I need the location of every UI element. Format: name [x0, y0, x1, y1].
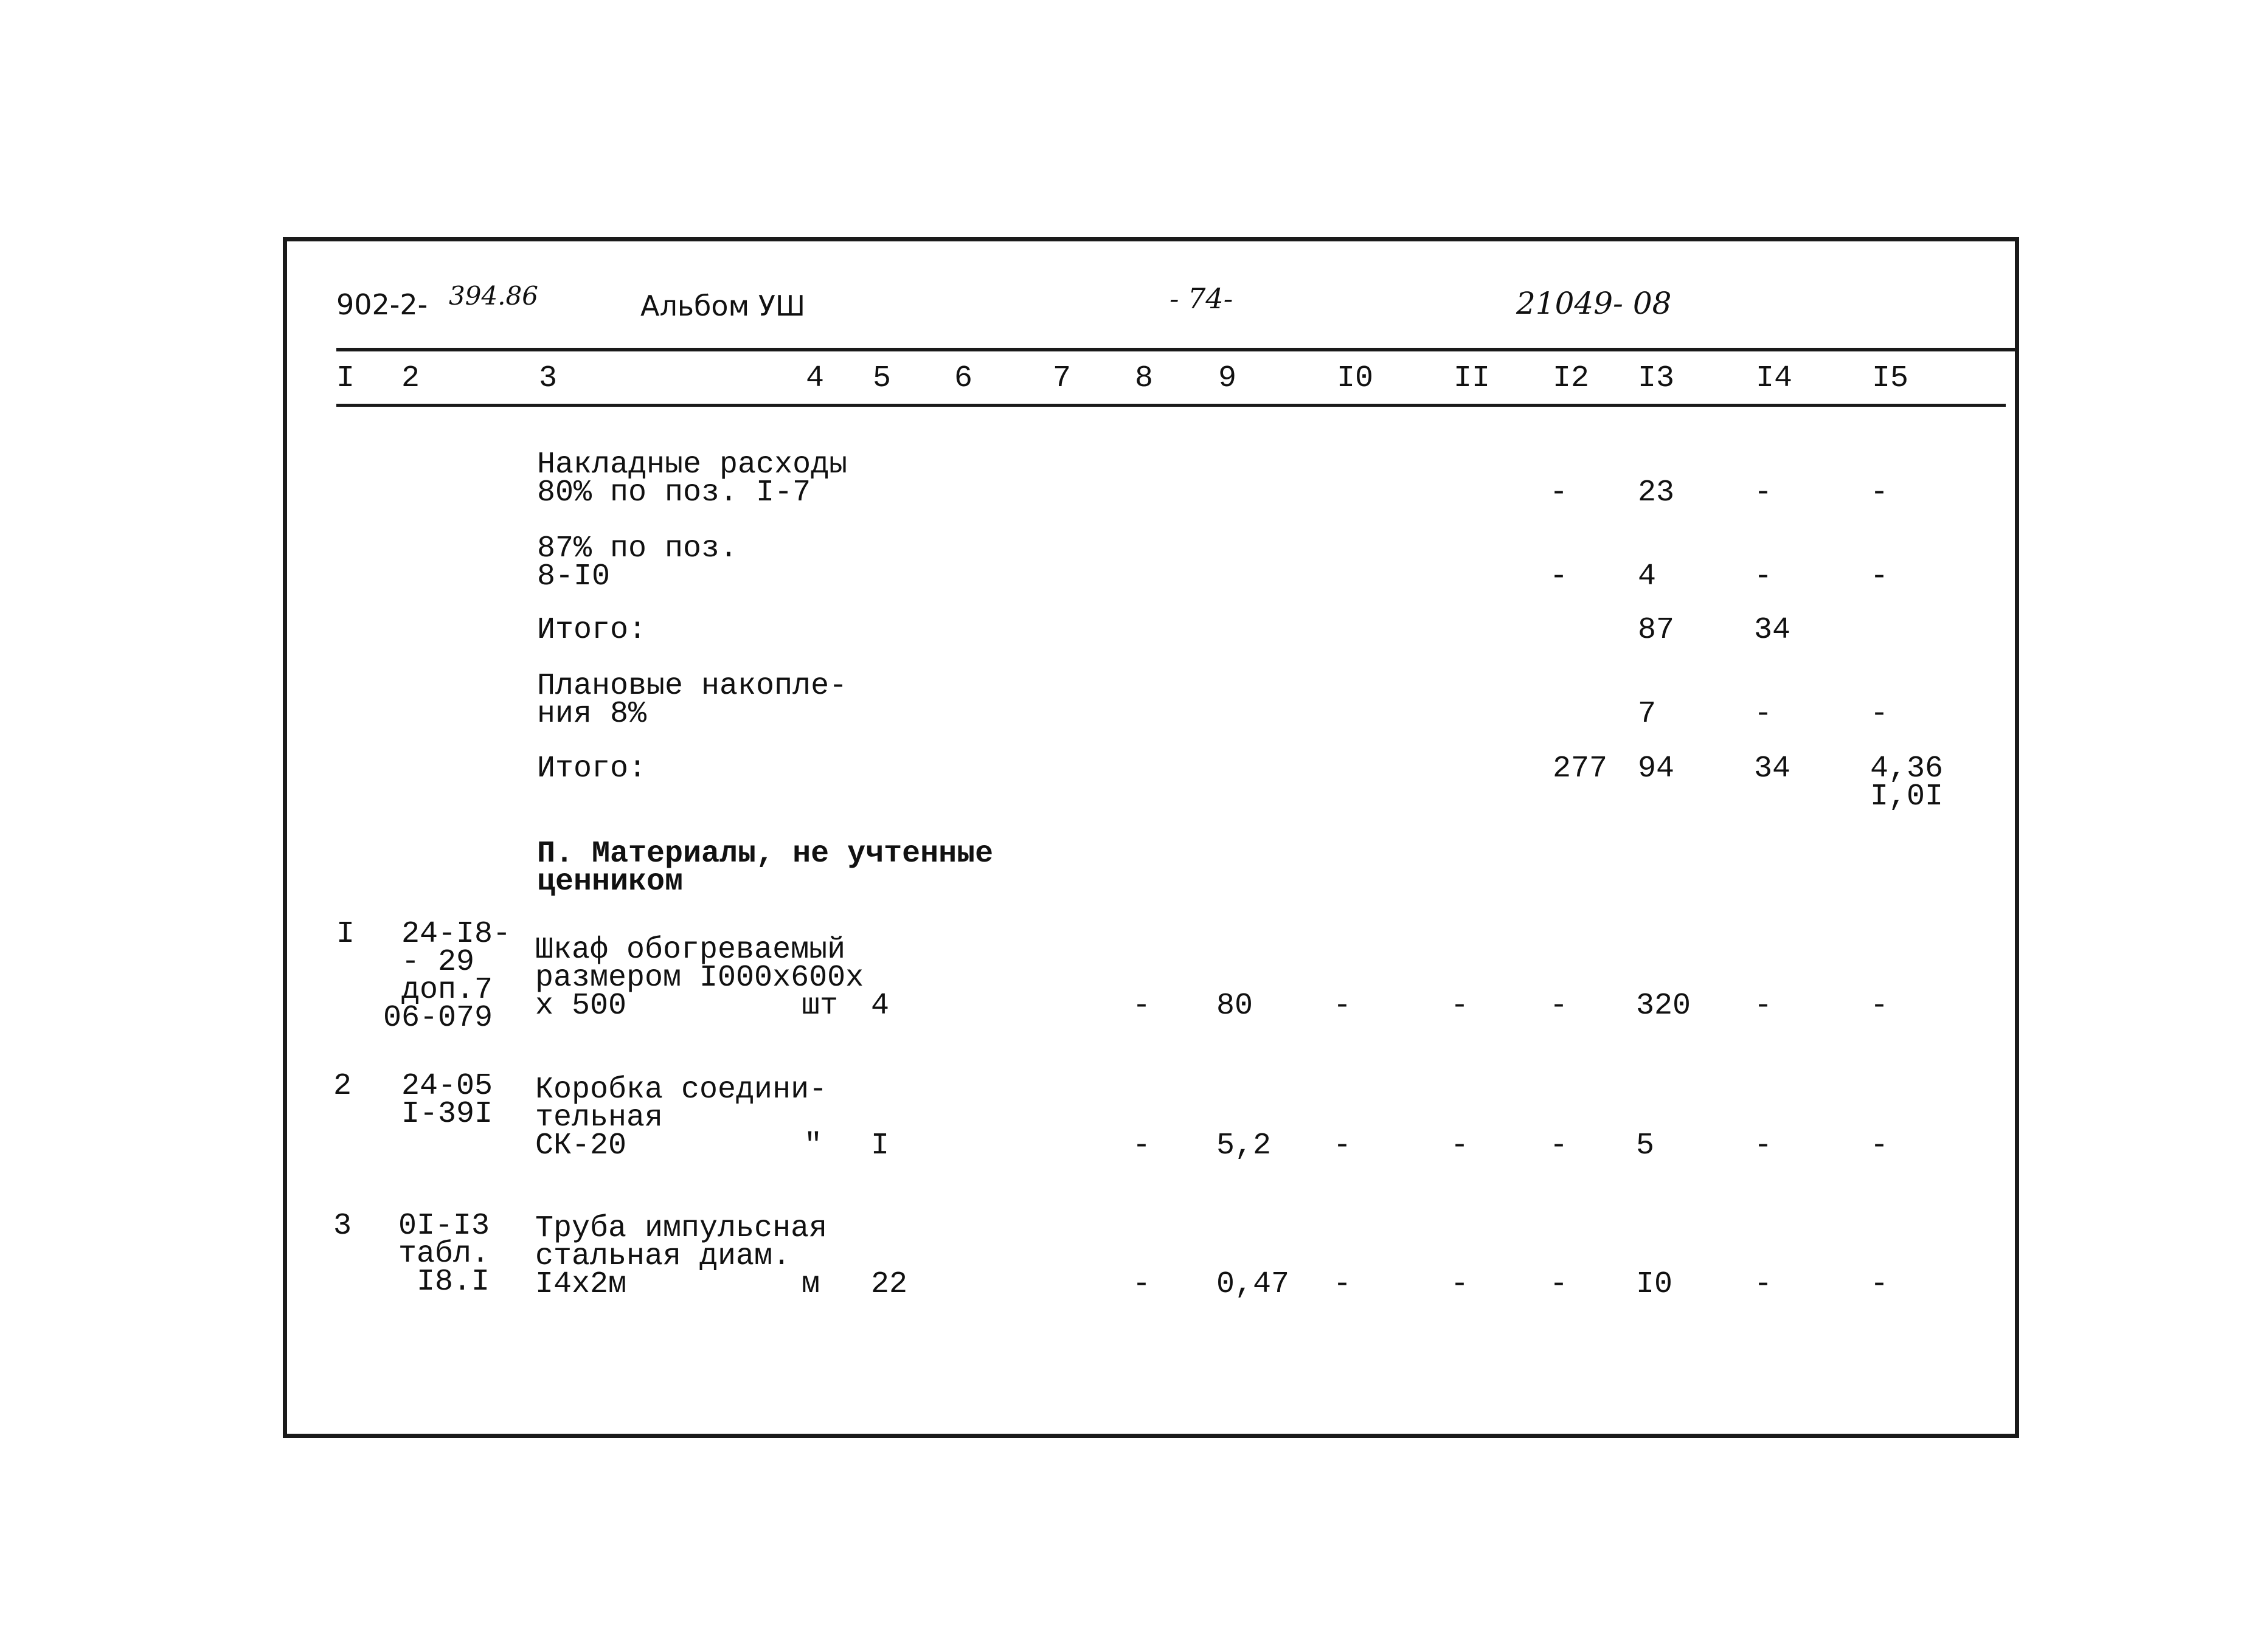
planned-c15: - [1870, 697, 1889, 731]
item2-c14: - [1754, 1128, 1773, 1163]
item1-c12: - [1550, 989, 1568, 1023]
item3-c12: - [1550, 1267, 1568, 1302]
item3-name-line2: стальная диам. [535, 1239, 791, 1274]
column-header-14: I4 [1756, 361, 1793, 396]
item2-number: 2 [333, 1069, 352, 1104]
total1-label: Итого: [537, 613, 647, 648]
item2-unit: " [804, 1128, 823, 1163]
column-header-2: 2 [401, 361, 420, 396]
item2-code-line2: I-39I [401, 1097, 493, 1132]
item2-name-line3: СК-20 [535, 1128, 627, 1163]
item2-c11: - [1450, 1128, 1469, 1163]
column-header-8: 8 [1135, 361, 1154, 396]
item1-c13: 320 [1636, 989, 1691, 1023]
overheads-row1-text: 80% по поз. I-7 [537, 475, 811, 510]
item2-price: 5,2 [1216, 1128, 1272, 1163]
item2-c10: - [1333, 1128, 1352, 1163]
item1-name-line3: x 500 [535, 989, 627, 1023]
item2-c8: - [1132, 1128, 1151, 1163]
item3-c8: - [1132, 1267, 1151, 1302]
item1-name-line2: размером I000x600x [535, 961, 864, 995]
item3-c14: - [1754, 1267, 1773, 1302]
item3-code-line1: 0I-I3 [398, 1209, 490, 1243]
column-header-12: I2 [1553, 361, 1590, 396]
item1-c15: - [1870, 989, 1889, 1023]
total2-c15a: 4,36 [1870, 752, 1944, 786]
album-label: Альбом УШ [640, 289, 806, 322]
item3-name-line1: Труба импульсная [535, 1211, 828, 1246]
section2-title-cont: ценником [537, 865, 684, 899]
item2-c15: - [1870, 1128, 1889, 1163]
overheads-row2-c14: - [1754, 559, 1773, 594]
item1-code-line2: - 29 [401, 945, 475, 980]
item1-code-line1: 24-I8- [401, 917, 511, 952]
overheads-row1-c12: - [1550, 475, 1568, 510]
column-header-10: I0 [1337, 361, 1374, 396]
item2-qty: I [871, 1128, 890, 1163]
item2-code-line1: 24-05 [401, 1069, 493, 1104]
item1-c8: - [1132, 989, 1151, 1023]
overheads-row2-text2: 8-I0 [537, 559, 611, 594]
overheads-row2-c12: - [1550, 559, 1568, 594]
column-header-1: I [336, 361, 355, 396]
item3-c10: - [1333, 1267, 1352, 1302]
total2-c13: 94 [1638, 752, 1675, 786]
item1-code-line4: 06-079 [383, 1001, 493, 1035]
item1-code-line3: доп.7 [401, 973, 493, 1007]
column-header-11: II [1454, 361, 1491, 396]
item3-c13: I0 [1636, 1267, 1673, 1302]
total1-c14: 34 [1754, 613, 1791, 648]
total2-c14: 34 [1754, 752, 1791, 786]
planned-line1: Плановые накопле- [537, 669, 848, 703]
item3-price: 0,47 [1216, 1267, 1290, 1302]
item2-c12: - [1550, 1128, 1568, 1163]
column-header-3: 3 [539, 361, 558, 396]
column-header-7: 7 [1053, 361, 1072, 396]
item1-c14: - [1754, 989, 1773, 1023]
total2-c15b: I,0I [1870, 779, 1944, 814]
item3-code-line2: табл. [398, 1237, 490, 1271]
column-header-5: 5 [873, 361, 892, 396]
column-header-6: 6 [954, 361, 973, 396]
document-code-handwritten: 394.86 [449, 281, 538, 311]
item3-qty: 22 [871, 1267, 908, 1302]
overheads-row1-c14: - [1754, 475, 1773, 510]
item3-c15: - [1870, 1267, 1889, 1302]
column-header-4: 4 [806, 361, 825, 396]
item1-c11: - [1450, 989, 1469, 1023]
item1-qty: 4 [871, 989, 890, 1023]
planned-c14: - [1754, 697, 1773, 731]
item1-number: I [336, 917, 355, 952]
item3-number: 3 [333, 1209, 352, 1243]
section2-title: П. Материалы, не учтенные [537, 837, 994, 871]
item1-price: 80 [1216, 989, 1253, 1023]
column-header-13: I3 [1638, 361, 1675, 396]
overheads-row1-c15: - [1870, 475, 1889, 510]
item2-c13: 5 [1636, 1128, 1655, 1163]
planned-c13: 7 [1638, 697, 1657, 731]
item1-unit: шт [802, 989, 839, 1023]
item1-name-line1: Шкаф обогреваемый [535, 933, 846, 967]
column-header-9: 9 [1218, 361, 1237, 396]
overheads-row2-c13: 4 [1638, 559, 1657, 594]
document-number: 21049- 08 [1516, 286, 1672, 321]
column-header-15: I5 [1872, 361, 1909, 396]
planned-line2: ния 8% [537, 697, 647, 731]
item3-c11: - [1450, 1267, 1469, 1302]
item2-name-line2: тельная [535, 1101, 664, 1135]
overheads-title: Накладные расходы [537, 448, 848, 482]
item3-unit: м [802, 1267, 820, 1302]
page-number: - 74- [1170, 282, 1233, 315]
overheads-row2-text1: 87% по поз. [537, 531, 738, 566]
total2-label: Итого: [537, 752, 647, 786]
item2-name-line1: Коробка соедини- [535, 1073, 828, 1107]
item1-c10: - [1333, 989, 1352, 1023]
total2-c12: 277 [1553, 752, 1608, 786]
column-header-divider [336, 404, 2006, 407]
item3-code-line3: I8.I [417, 1265, 490, 1299]
overheads-row2-c15: - [1870, 559, 1889, 594]
header-divider [336, 348, 2015, 351]
overheads-row1-c13: 23 [1638, 475, 1675, 510]
item3-name-line3: I4x2м [535, 1267, 627, 1302]
total1-c13: 87 [1638, 613, 1675, 648]
document-code: 902-2- [336, 288, 428, 321]
